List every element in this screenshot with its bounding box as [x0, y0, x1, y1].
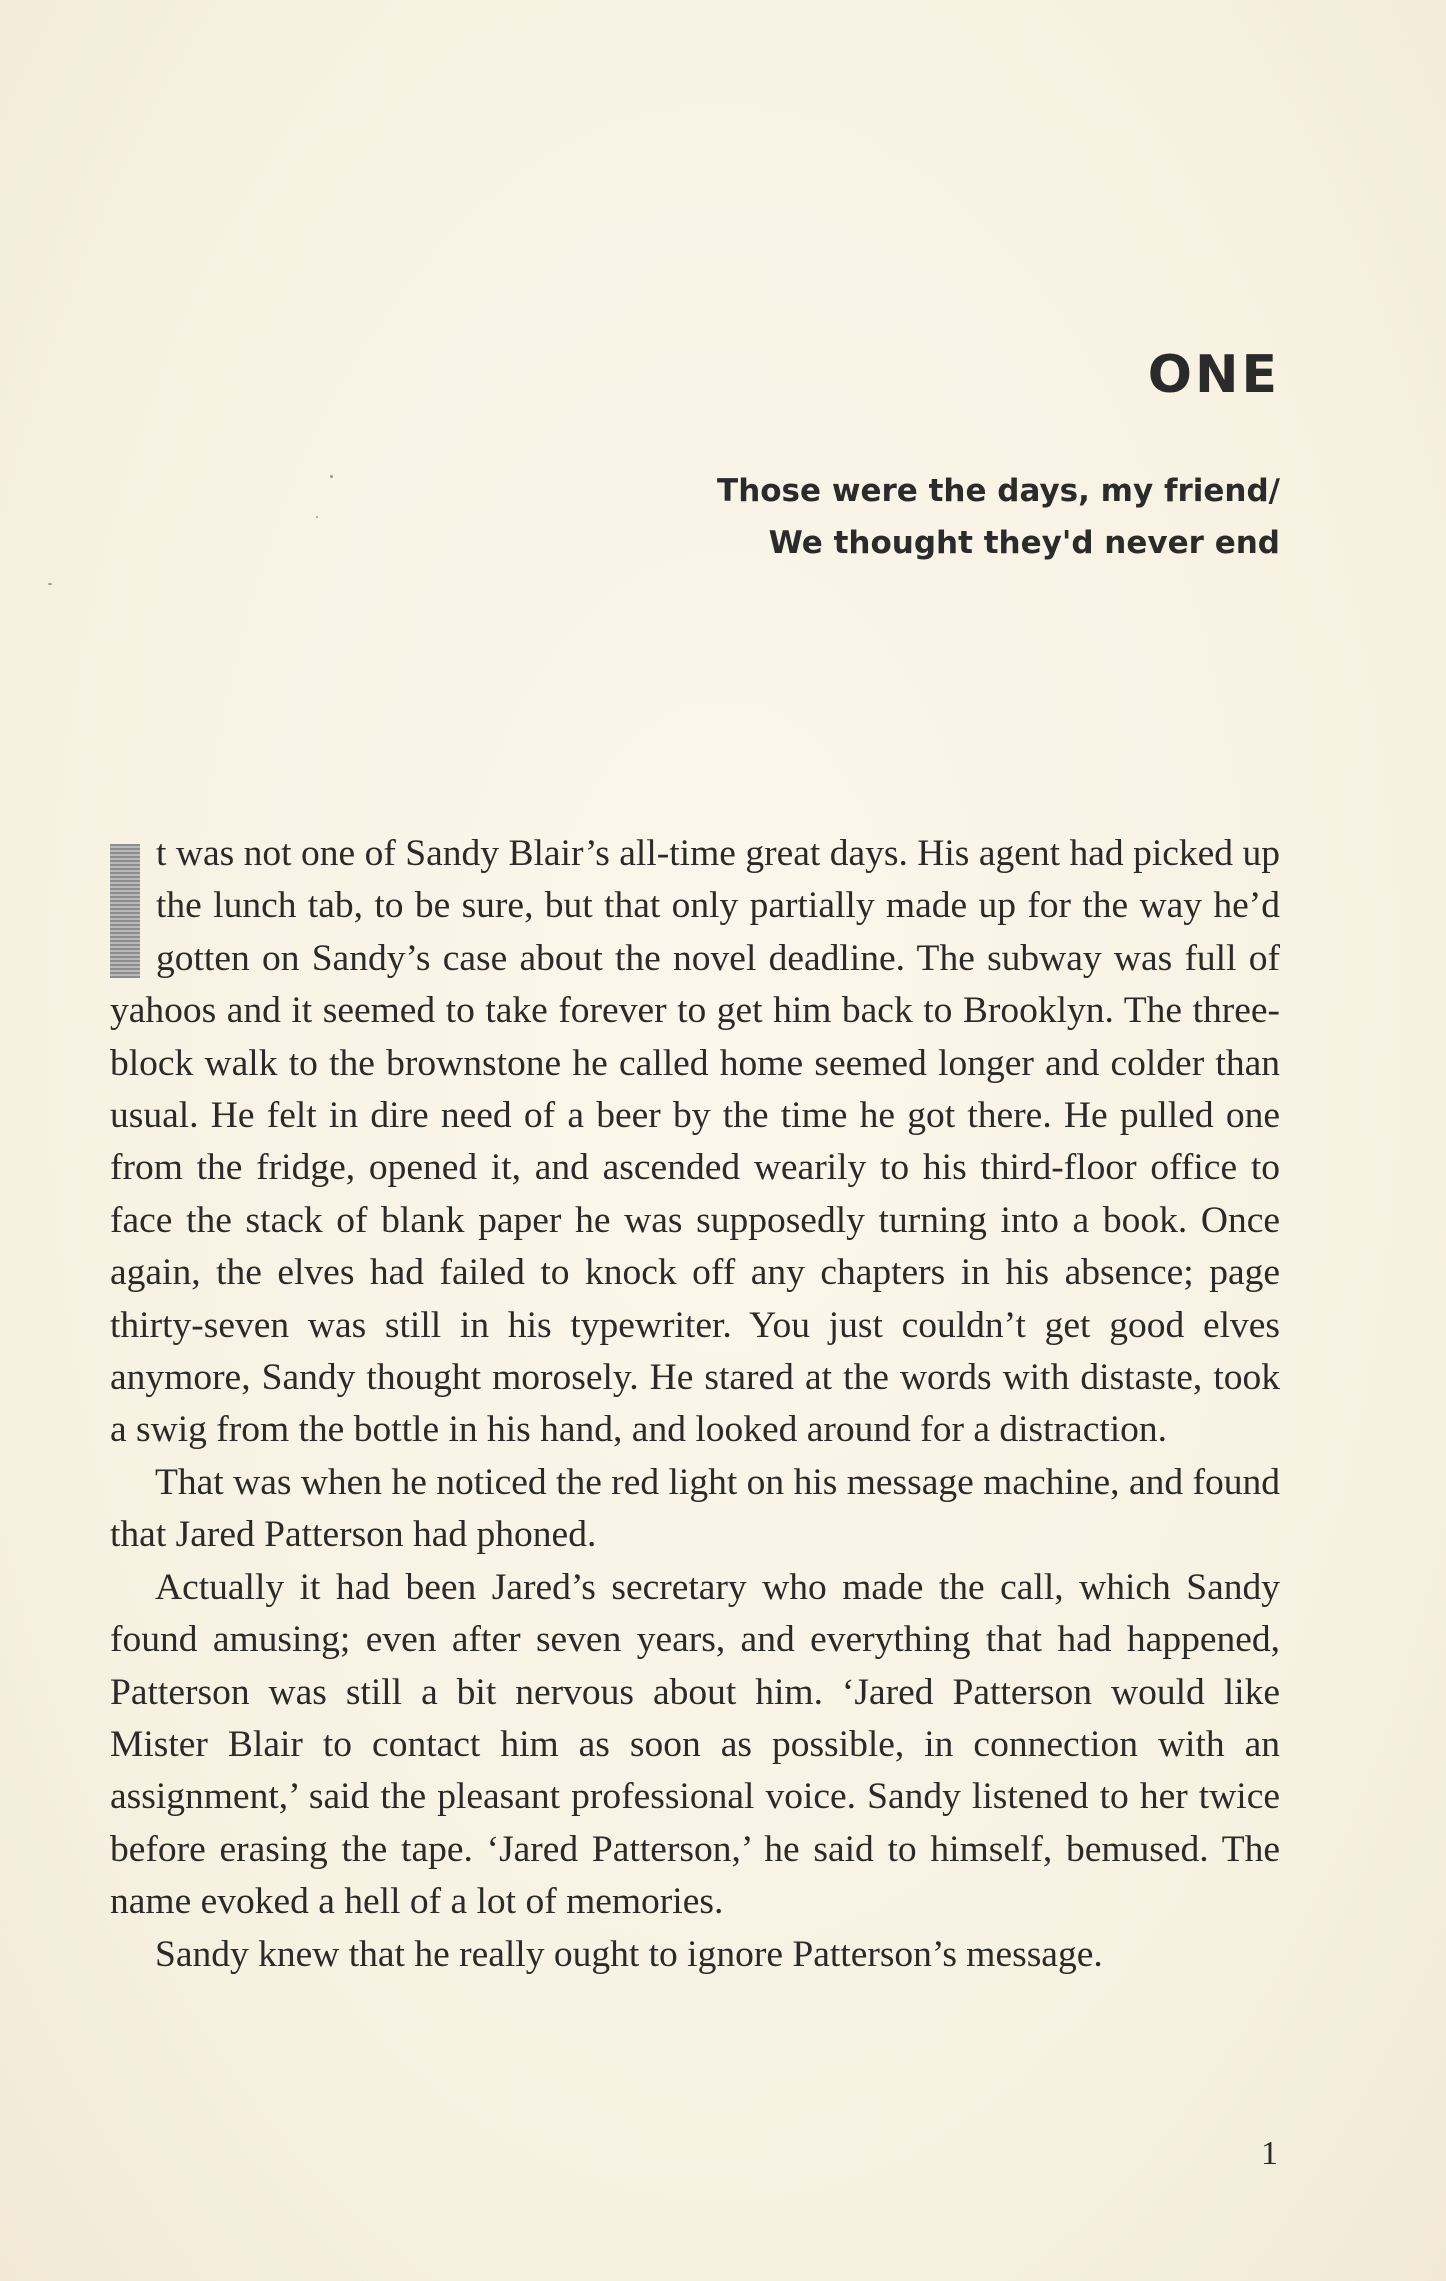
chapter-title: ONE [1147, 345, 1280, 405]
paper-speck [316, 516, 318, 518]
epigraph [717, 465, 1280, 569]
chapter-body [110, 828, 1280, 1981]
epigraph-line: Those were the days, my friend/ [717, 473, 1280, 509]
paper-speck [48, 583, 52, 585]
paragraph: Actually it had been Jared’s secretary who made the call, which Sandy found amusing; even after seven years, and everything that had happened, Patterson was still a bit nervous about him. ‘Jared Patterson would like Mister Blair to contact him as soon as possible, in connection with an assignment,’ said the pleasant professional voice. Sandy listened to her twice before erasing the tape. ‘Jared Patterson,’ he said to himself, bemused. The name evoked a hell of a lot of memories. [110, 1566, 1280, 1923]
drop-cap [110, 844, 140, 978]
paragraph [110, 828, 1280, 1457]
page-number: 1 [1261, 2135, 1278, 2172]
paragraph-text: t was not one of Sandy Blair’s all-time great days. His agent had picked up the lunch tab, to be sure, but that only partially made up for the way he’d gotten on Sandy’s case about the novel deadline. The subway was full of yahoos and it seemed to take forever to get him back to Brooklyn. The three-block walk to the brownstone he called home seemed longer and colder than usual. He felt in dire need of a beer by the time he got there. He pulled one from the fridge, opened it, and ascended wearily to his third-floor office to face the stack of blank paper he was supposedly turning into a book. Once again, the elves had failed to knock off any chapters in his absence; page thirty-seven was still in his typewriter. You just couldn’t get good elves anymore, Sandy thought morosely. He stared at the words with distaste, took a swig from the bottle in his hand, and looked around for a distraction. [110, 833, 1280, 1451]
epigraph-line: We thought they'd never end [768, 525, 1280, 561]
paragraph: Sandy knew that he really ought to ignore Patterson’s message. [155, 1933, 1103, 1975]
paper-speck [330, 475, 333, 478]
paragraph: That was when he noticed the red light on his message machine, and found that Jared Patterson had phoned. [110, 1461, 1280, 1556]
